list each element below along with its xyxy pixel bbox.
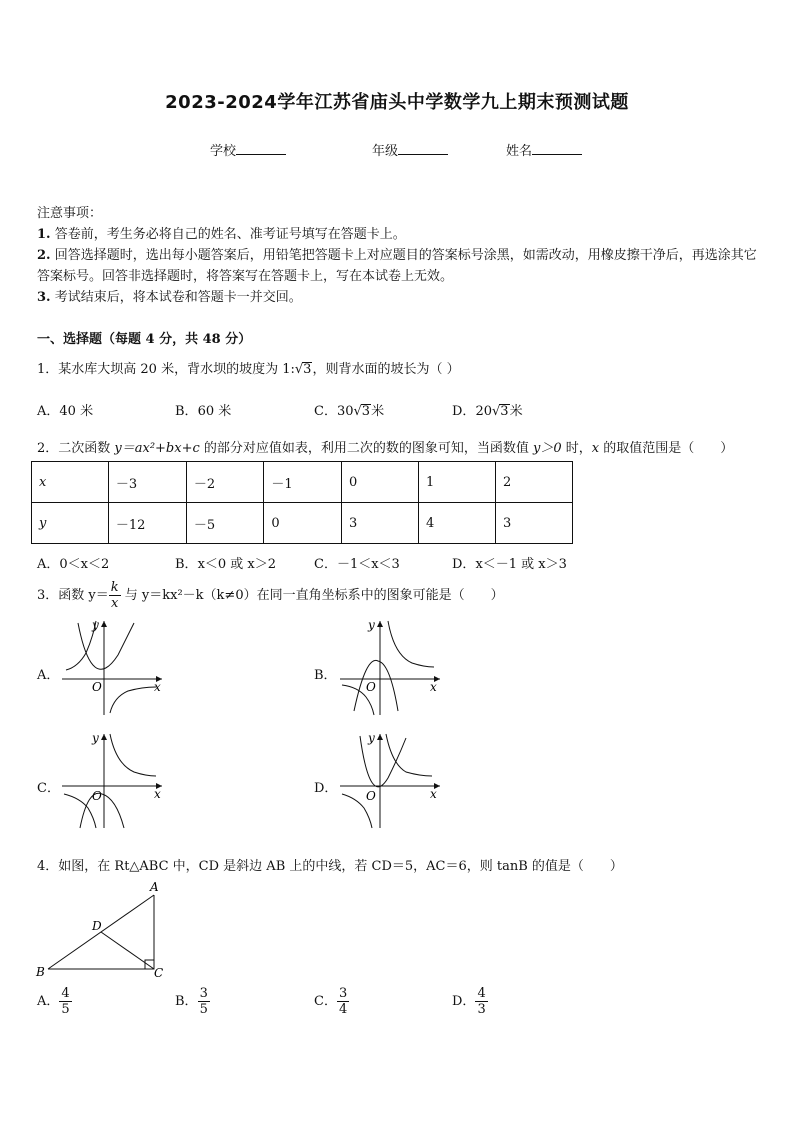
q3-option-d[interactable]: D．: [314, 781, 338, 796]
section-heading: 一、选择题（每题 4 分，共 48 分）: [37, 332, 252, 347]
q1-option-c[interactable]: C．30√3米: [314, 404, 385, 419]
q2-option-b[interactable]: B．x＜0 或 x＞2: [175, 557, 277, 572]
name-field[interactable]: 姓名: [506, 140, 582, 159]
q2-option-c[interactable]: C．－1＜x＜3: [314, 557, 400, 572]
q3-option-a[interactable]: A．: [37, 668, 60, 683]
triangle-figure: [32, 880, 182, 980]
vertex-a-label: A: [150, 880, 159, 894]
table-cell: －3: [108, 462, 186, 503]
axis-x-label: x: [430, 787, 437, 801]
q2-option-d[interactable]: D．x＜－1 或 x＞3: [452, 557, 567, 572]
question-4-stem: 4．如图，在 Rt△ABC 中，CD 是斜边 AB 上的中线，若 CD＝5，AC＝6，则 tanB 的值是（ ）: [37, 859, 623, 874]
origin-label: O: [92, 789, 102, 803]
graph-a: [58, 615, 168, 720]
notice-heading: 注意事项：: [37, 206, 103, 221]
notice-item: 2. 回答选择题时，选出每小题答案后，用铅笔把答题卡上对应题目的答案标号涂黑，如需改动，用橡皮擦干净后，再选涂其它答案标号。回答非选择题时，将答案写在答题卡上，写在本试卷上无效。: [37, 248, 757, 284]
table-cell: 3: [495, 503, 572, 544]
axis-y-label: y: [92, 731, 99, 745]
table-row: [32, 503, 573, 544]
vertex-b-label: B: [36, 965, 45, 979]
school-field[interactable]: 学校: [210, 140, 286, 159]
q1-option-b[interactable]: B．60 米: [175, 404, 232, 419]
q2-option-a[interactable]: A．0＜x＜2: [37, 557, 110, 572]
grade-field[interactable]: 年级: [372, 140, 448, 159]
table-cell: 3: [341, 503, 418, 544]
notice-item: 3. 考试结束后，将本试卷和答题卡一并交回。: [37, 290, 302, 305]
origin-label: O: [92, 680, 102, 694]
table-cell: 0: [264, 503, 342, 544]
table-cell: 2: [495, 462, 572, 503]
origin-label: O: [366, 680, 376, 694]
table-cell: －5: [186, 503, 264, 544]
axis-x-label: x: [430, 680, 437, 694]
graph-d: [336, 728, 446, 833]
axis-y-label: y: [368, 731, 375, 745]
axis-x-label: x: [154, 787, 161, 801]
q4-option-c[interactable]: C． $\frac{3}{4}$: [314, 986, 348, 1017]
origin-label: O: [366, 789, 376, 803]
table-cell: x: [32, 462, 109, 503]
q3-option-b[interactable]: B．: [314, 668, 337, 683]
notice-block: [37, 203, 759, 308]
axis-y-label: y: [92, 618, 99, 632]
q4-option-b[interactable]: B． $\frac{3}{5}$: [175, 986, 208, 1017]
q4-option-a[interactable]: A． $\frac{4}{5}$: [37, 986, 70, 1017]
table-cell: 1: [418, 462, 495, 503]
vertex-d-label: D: [92, 919, 102, 933]
q3-option-c[interactable]: C．: [37, 781, 60, 796]
question-3-stem: 3．函数 y＝ $\frac{k}{x}$ 与 y＝kx²－k（k≠0）在同一直角坐标系中的图象可能是（ ）: [37, 580, 504, 611]
table-cell: 0: [341, 462, 418, 503]
table-cell: －1: [264, 462, 342, 503]
table-cell: y: [32, 503, 109, 544]
table-cell: －12: [108, 503, 186, 544]
axis-x-label: x: [154, 680, 161, 694]
graph-c: [58, 728, 168, 833]
question-2-stem: 2．二次函数 y＝ax²+bx+c 的部分对应值如表，利用二次的数的图象可知，当函数值 y＞0 时，x 的取值范围是（ ）: [37, 441, 734, 456]
table-cell: －2: [186, 462, 264, 503]
question-1-stem: 1．某水库大坝高 20 米，背水坝的坡度为 1:√3，则背水面的坡长为（ ）: [37, 362, 460, 377]
table-cell: 4: [418, 503, 495, 544]
vertex-c-label: C: [154, 966, 164, 980]
q1-option-a[interactable]: A．40 米: [37, 404, 94, 419]
table-row: [32, 462, 573, 503]
q1-option-d[interactable]: D．20√3米: [452, 404, 523, 419]
graph-b: [336, 615, 446, 720]
notice-item: 1. 答卷前，考生务必将自己的姓名、准考证号填写在答题卡上。: [37, 227, 406, 242]
q4-option-d[interactable]: D． $\frac{4}{3}$: [452, 986, 486, 1017]
axis-y-label: y: [368, 618, 375, 632]
page-title: 2023-2024学年江苏省庙头中学数学九上期末预测试题: [165, 92, 629, 113]
value-table: [31, 461, 573, 544]
